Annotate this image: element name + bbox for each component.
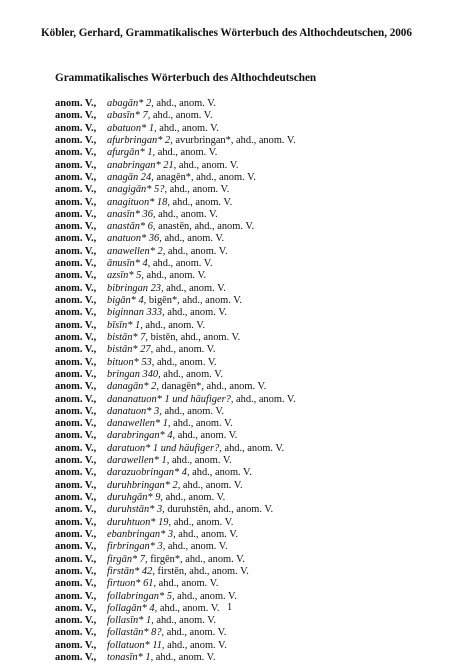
entry-label: anom. V., bbox=[55, 615, 97, 627]
entry-label: anom. V., bbox=[55, 442, 97, 454]
entry-term: abasīn* 7, bbox=[107, 110, 151, 122]
entry-row bbox=[55, 406, 435, 418]
entry-label: anom. V., bbox=[55, 565, 97, 577]
entry-term: firstān* 42, bbox=[107, 565, 155, 577]
entry-description: ahd., anom. V. bbox=[155, 147, 218, 159]
entry-description: ahd., anom. V. bbox=[167, 184, 230, 196]
entry-row bbox=[55, 467, 435, 479]
entry-label: anom. V., bbox=[55, 134, 97, 146]
entry-description: ahd., anom. V. bbox=[180, 479, 243, 491]
entry-term: daratuon* 1 und häufiger?, bbox=[107, 442, 222, 454]
entry-description: ahd., anom. V. bbox=[155, 208, 218, 220]
entry-description: ahd., anom. V. bbox=[175, 528, 238, 540]
entry-description: ahd., anom. V. bbox=[154, 356, 217, 368]
entry-row bbox=[55, 320, 435, 332]
entry-description: ahd., anom. V. bbox=[163, 492, 226, 503]
entry-row bbox=[55, 184, 435, 196]
entry-label: anom. V., bbox=[55, 208, 97, 220]
running-header: Köbler, Gerhard, Grammatikalisches Wörterbuch des Althochdeutschen, 2006 bbox=[41, 27, 412, 39]
entry-row bbox=[55, 369, 435, 381]
entry-term: darazuobringan* 4, bbox=[107, 467, 190, 479]
entry-description: ahd., anom. V. bbox=[150, 110, 213, 122]
entry-row bbox=[55, 295, 435, 307]
entry-description: ahd., anom. V. bbox=[170, 418, 233, 430]
entry-term: anagituon* 18, bbox=[107, 196, 170, 208]
entry-label: anom. V., bbox=[55, 553, 97, 565]
entry-description: ahd., anom. V. bbox=[143, 270, 207, 282]
entry-description: ahd., anom. V. bbox=[164, 639, 227, 651]
entry-label: anom. V., bbox=[55, 171, 97, 183]
entry-row bbox=[55, 344, 435, 356]
entry-term: follabringan* 5, bbox=[107, 590, 175, 602]
entry-term: bituon* 53, bbox=[107, 356, 155, 368]
entry-description: bigēn*, ahd., anom. V. bbox=[146, 295, 242, 306]
entry-description: ahd., anom. V. bbox=[174, 590, 237, 602]
entry-label: anom. V., bbox=[55, 184, 97, 196]
entry-term: ānusīn* 4, bbox=[107, 258, 151, 270]
entry-description: firstēn, ahd., anom. V. bbox=[154, 565, 249, 577]
entry-term: anawellen* 2, bbox=[107, 245, 166, 257]
entry-row bbox=[55, 98, 435, 110]
entry-label: anom. V., bbox=[55, 295, 97, 306]
entry-term: duruhstān* 3, bbox=[107, 504, 165, 516]
entry-label: anom. V., bbox=[55, 221, 97, 233]
entry-term: abagān* 2, bbox=[107, 98, 154, 109]
entry-description: ahd., anom. V. bbox=[169, 455, 232, 467]
entry-term: anasīn* 36, bbox=[107, 208, 156, 220]
entry-term: azsīn* 5, bbox=[107, 270, 144, 282]
entry-term: anagān 24, bbox=[107, 171, 154, 183]
entry-label: anom. V., bbox=[55, 602, 97, 614]
entry-row bbox=[55, 381, 435, 393]
entry-term: ebanbringan* 3, bbox=[107, 528, 176, 540]
entry-description: ahd., anom. V. bbox=[142, 319, 206, 331]
entry-term: duruhgān* 9, bbox=[107, 492, 163, 503]
entry-description: ahd., anom. V. bbox=[164, 307, 227, 319]
entry-label: anom. V., bbox=[55, 418, 97, 430]
entry-label: anom. V., bbox=[55, 528, 97, 540]
entry-row bbox=[55, 110, 435, 122]
entry-term: anatuon* 36, bbox=[107, 233, 162, 245]
entry-term: darawellen* 1, bbox=[107, 455, 170, 467]
entry-row bbox=[55, 529, 435, 541]
entry-label: anom. V., bbox=[55, 504, 97, 516]
entry-description: ahd., anom. V. bbox=[161, 405, 225, 417]
entry-description: anastēn, ahd., anom. V. bbox=[155, 221, 255, 233]
entry-description: avurbringan*, ahd., anom. V. bbox=[172, 134, 296, 146]
entry-term: darabringan* 4, bbox=[107, 430, 176, 442]
entry-label: anom. V., bbox=[55, 368, 97, 380]
entry-label: anom. V., bbox=[55, 159, 97, 171]
entry-row bbox=[55, 627, 435, 639]
entry-label: anom. V., bbox=[55, 331, 97, 343]
entry-label: anom. V., bbox=[55, 122, 97, 134]
entry-row bbox=[55, 455, 435, 467]
entry-term: follasīn* 1, bbox=[107, 615, 154, 627]
entry-term: anabringan* 21, bbox=[107, 159, 177, 171]
entry-term: firgān* 7, bbox=[107, 553, 148, 565]
entry-label: anom. V., bbox=[55, 282, 97, 294]
entry-row bbox=[55, 492, 435, 504]
entry-description: ahd., anom. V. bbox=[221, 442, 285, 454]
entry-label: anom. V., bbox=[55, 270, 97, 282]
entry-term: follastān* 8?, bbox=[107, 627, 165, 639]
entry-row bbox=[55, 603, 435, 615]
entry-row bbox=[55, 566, 435, 578]
entry-label: anom. V., bbox=[55, 430, 97, 442]
entry-term: dananatuon* 1 und häufiger?, bbox=[107, 393, 234, 405]
entry-label: anom. V., bbox=[55, 233, 97, 245]
entry-row bbox=[55, 283, 435, 295]
entry-row bbox=[55, 135, 435, 147]
entry-list bbox=[55, 98, 435, 664]
entry-row bbox=[55, 640, 435, 652]
entry-row bbox=[55, 221, 435, 233]
entry-row bbox=[55, 541, 435, 553]
entry-description: duruhstēn, ahd., anom. V. bbox=[164, 504, 274, 516]
entry-description: ahd., anom. V. bbox=[153, 652, 216, 664]
entry-row bbox=[55, 394, 435, 406]
entry-label: anom. V., bbox=[55, 98, 97, 109]
entry-label: anom. V., bbox=[55, 492, 97, 503]
entry-label: anom. V., bbox=[55, 307, 97, 319]
entry-term: firbringan* 3, bbox=[107, 541, 166, 553]
entry-term: duruhtuon* 19, bbox=[107, 516, 172, 528]
entry-description: ahd., anom. V. bbox=[189, 467, 252, 479]
entry-label: anom. V., bbox=[55, 344, 97, 356]
entry-row bbox=[55, 591, 435, 603]
entry-term: anagigān* 5?, bbox=[107, 184, 168, 196]
entry-term: follagān* 4, bbox=[107, 602, 158, 614]
entry-description: ahd., anom. V. bbox=[156, 578, 219, 590]
entry-description: danagēn*, ahd., anom. V. bbox=[158, 381, 267, 393]
entry-label: anom. V., bbox=[55, 393, 97, 405]
entry-term: danatuon* 3, bbox=[107, 405, 162, 417]
entry-label: anom. V., bbox=[55, 639, 97, 651]
entry-row bbox=[55, 578, 435, 590]
entry-term: danawellen* 1, bbox=[107, 418, 171, 430]
entry-term: tonasīn* 1, bbox=[107, 652, 154, 664]
entry-description: ahd., anom. V. bbox=[233, 393, 296, 405]
entry-description: ahd., anom. V. bbox=[150, 258, 213, 270]
entry-row bbox=[55, 443, 435, 455]
entry-description: ahd., anom. V. bbox=[171, 516, 234, 528]
entry-description: ahd., anom. V. bbox=[157, 602, 220, 614]
entry-description: bistēn, ahd., anom. V. bbox=[148, 331, 241, 343]
entry-description: ahd., anom. V. bbox=[175, 430, 238, 442]
entry-description: ahd., anom. V. bbox=[156, 122, 219, 134]
entry-row bbox=[55, 258, 435, 270]
entry-label: anom. V., bbox=[55, 578, 97, 590]
entry-row bbox=[55, 209, 435, 221]
entry-row bbox=[55, 270, 435, 282]
entry-description: ahd., anom. V. bbox=[160, 368, 223, 380]
entry-description: ahd., anom. V. bbox=[163, 282, 226, 294]
entry-term: danagān* 2, bbox=[107, 381, 159, 393]
entry-description: ahd., anom. V. bbox=[169, 196, 233, 208]
document-title: Grammatikalisches Wörterbuch des Althochdeutschen bbox=[55, 72, 317, 84]
entry-label: anom. V., bbox=[55, 627, 97, 639]
entry-row bbox=[55, 517, 435, 529]
entry-row bbox=[55, 307, 435, 319]
entry-label: anom. V., bbox=[55, 245, 97, 257]
entry-term: bringan 340, bbox=[107, 368, 161, 380]
entry-label: anom. V., bbox=[55, 479, 97, 491]
entry-description: ahd., anom. V. bbox=[165, 245, 228, 257]
entry-description: ahd., anom. V. bbox=[153, 98, 217, 109]
entry-label: anom. V., bbox=[55, 541, 97, 553]
entry-row bbox=[55, 480, 435, 492]
entry-term: bīsīn* 1, bbox=[107, 319, 143, 331]
entry-label: anom. V., bbox=[55, 258, 97, 270]
entry-row bbox=[55, 160, 435, 172]
entry-label: anom. V., bbox=[55, 652, 97, 664]
entry-term: bibringan 23, bbox=[107, 282, 164, 294]
entry-row bbox=[55, 418, 435, 430]
entry-row bbox=[55, 357, 435, 369]
entry-row bbox=[55, 197, 435, 209]
entry-label: anom. V., bbox=[55, 147, 97, 159]
entry-term: afurbringan* 2, bbox=[107, 134, 173, 146]
entry-row bbox=[55, 615, 435, 627]
entry-description: ahd., anom. V. bbox=[161, 233, 225, 245]
entry-label: anom. V., bbox=[55, 405, 97, 417]
entry-term: bistān* 7, bbox=[107, 331, 148, 343]
entry-label: anom. V., bbox=[55, 356, 97, 368]
entry-term: abatuon* 1, bbox=[107, 122, 157, 134]
entry-label: anom. V., bbox=[55, 381, 97, 393]
entry-description: ahd., anom. V. bbox=[165, 541, 228, 553]
entry-label: anom. V., bbox=[55, 516, 97, 528]
entry-label: anom. V., bbox=[55, 455, 97, 467]
entry-label: anom. V., bbox=[55, 319, 97, 331]
entry-term: afurgān* 1, bbox=[107, 147, 156, 159]
page-number: 1 bbox=[227, 602, 233, 613]
entry-description: firgēn*, ahd., anom. V. bbox=[147, 553, 245, 565]
entry-description: ahd., anom. V. bbox=[153, 344, 216, 356]
entry-term: bistān* 27, bbox=[107, 344, 154, 356]
entry-row bbox=[55, 172, 435, 184]
entry-label: anom. V., bbox=[55, 110, 97, 122]
entry-row bbox=[55, 652, 435, 664]
entry-description: ahd., anom. V. bbox=[153, 615, 217, 627]
entry-row bbox=[55, 147, 435, 159]
entry-row bbox=[55, 504, 435, 516]
entry-term: bigān* 4, bbox=[107, 295, 147, 306]
entry-term: duruhbringan* 2, bbox=[107, 479, 181, 491]
entry-row bbox=[55, 430, 435, 442]
entry-label: anom. V., bbox=[55, 467, 97, 479]
entry-row bbox=[55, 123, 435, 135]
entry-row bbox=[55, 332, 435, 344]
entry-row bbox=[55, 233, 435, 245]
entry-label: anom. V., bbox=[55, 590, 97, 602]
entry-description: anagēn*, ahd., anom. V. bbox=[153, 171, 256, 183]
entry-row bbox=[55, 554, 435, 566]
entry-description: ahd., anom. V. bbox=[164, 627, 227, 639]
entry-term: anastān* 6, bbox=[107, 221, 156, 233]
entry-description: ahd., anom. V. bbox=[176, 159, 239, 171]
entry-row bbox=[55, 246, 435, 258]
entry-term: follatuon* 11, bbox=[107, 639, 165, 651]
entry-label: anom. V., bbox=[55, 196, 97, 208]
entry-term: biginnan 333, bbox=[107, 307, 165, 319]
entry-term: firtuon* 61, bbox=[107, 578, 157, 590]
